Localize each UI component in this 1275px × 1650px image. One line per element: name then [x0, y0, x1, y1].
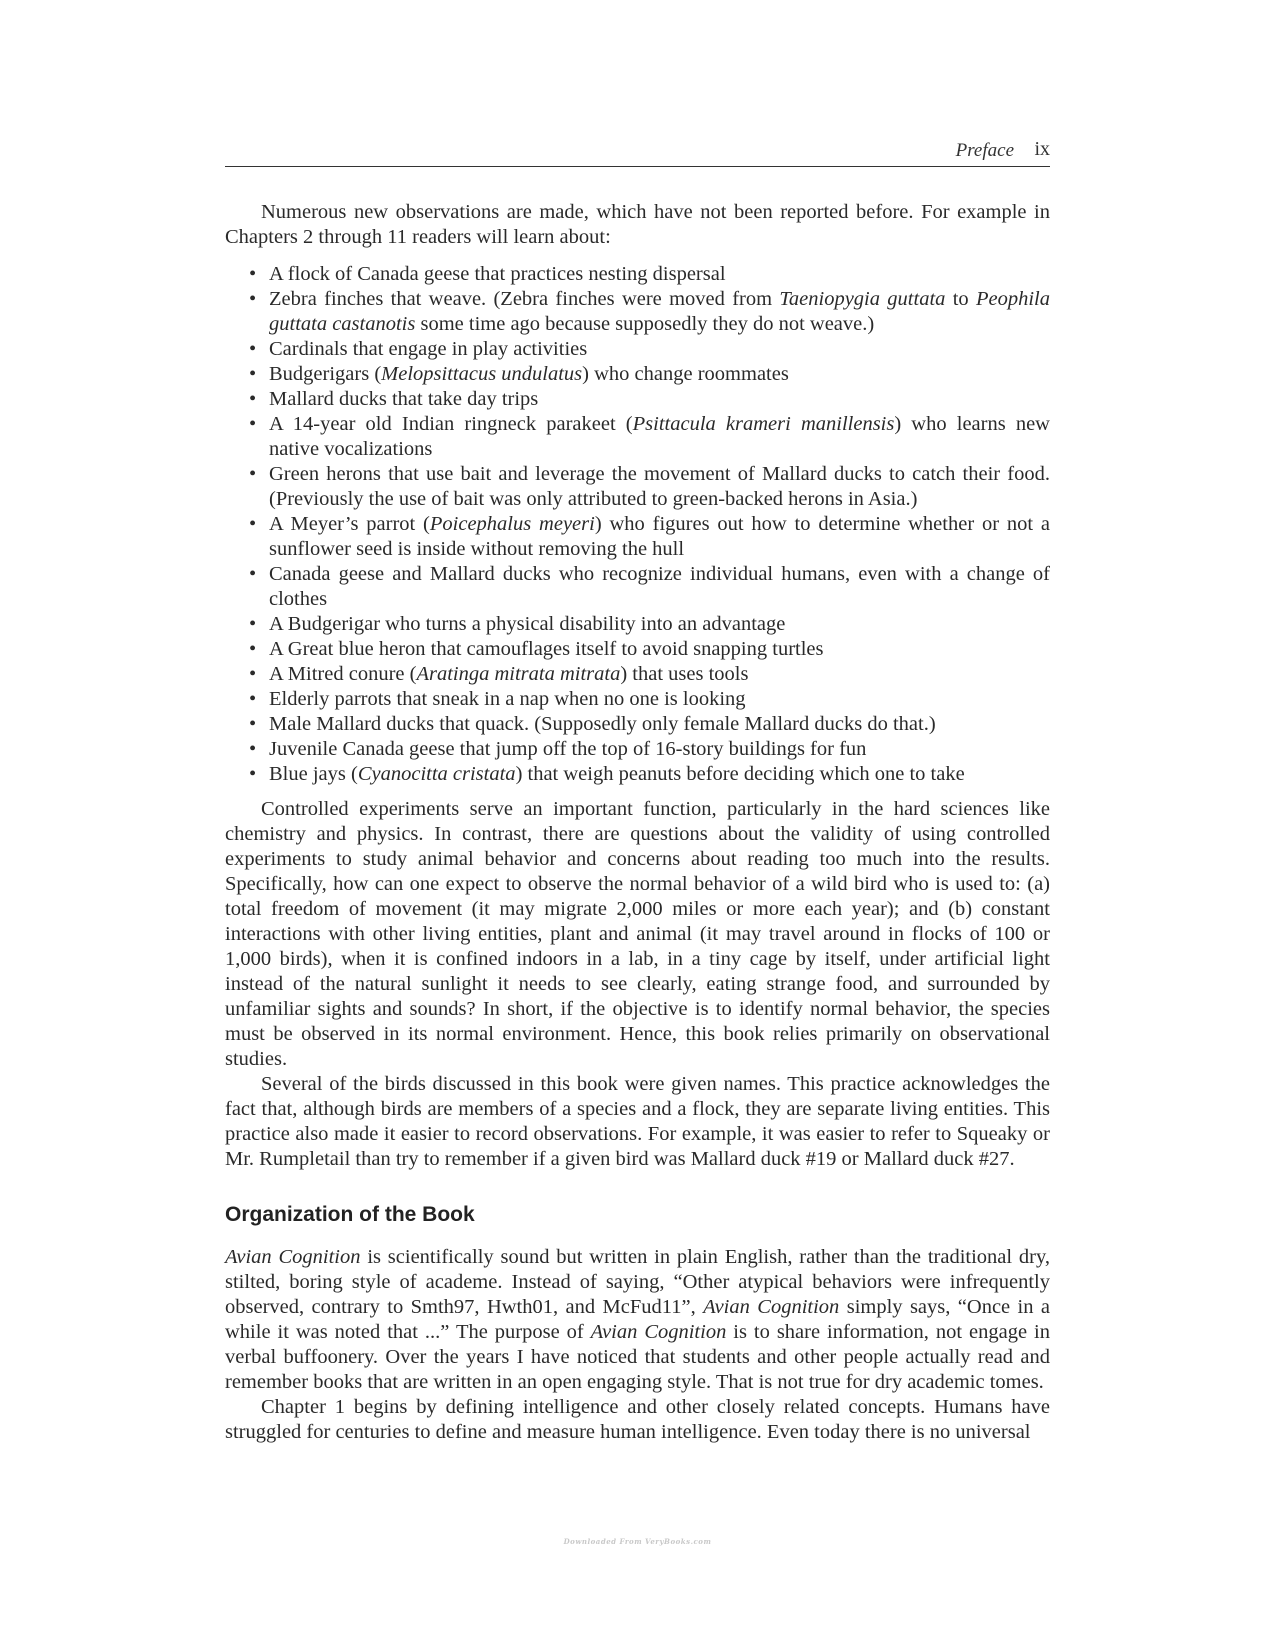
text-run: Elderly parrots that sneak in a nap when no one is looking — [269, 688, 746, 710]
italic-text: Cyanocitta cristata — [357, 763, 516, 785]
italic-text: Aratinga mitrata mitrata — [416, 663, 621, 685]
text-run: A Mitred conure ( — [269, 663, 417, 685]
text-run: to — [945, 288, 976, 310]
text-run: Canada geese and Mallard ducks who recognize individual humans, even with a change of clothes — [269, 563, 1050, 610]
text-run: Juvenile Canada geese that jump off the top of 16-story buildings for fun — [269, 738, 867, 760]
download-watermark: Downloaded From VeryBooks.com — [563, 1537, 712, 1546]
text-run: ) that weigh peanuts before deciding which one to take — [515, 763, 965, 785]
italic-text: Poicephalus meyeri — [429, 513, 595, 535]
controlled-experiments-paragraph: Controlled experiments serve an important function, particularly in the hard sciences like chemistry and physics. In contrast, there are questions about the validity of using controlled experiments to study animal behavior and concerns about reading too much into the results. Specifically, how can one expect to observe the normal behavior of a wild bird who is used to: (a) total freedom of movement (it may migrate 2,000 miles or more each year); and (b) constant interactions with other living entities, plant and animal (it may travel around in flocks of 100 or 1,000 birds), when it is confined indoors in a lab, in a tiny cage by itself, under artificial light instead of the natural sunlight it needs to see clearly, eating strange food, and surrounded by unfamiliar sights and sounds? In short, if the objective is to identify normal behavior, the species must be observed in its normal environment. Hence, this book relies primarily on observational studies. — [225, 798, 1050, 1070]
text-run: A flock of Canada geese that practices nesting dispersal — [269, 263, 726, 285]
text-run: Male Mallard ducks that quack. (Supposedly only female Mallard ducks do that.) — [269, 713, 936, 735]
text-run: Cardinals that engage in play activities — [269, 338, 588, 360]
italic-text: Peophila guttata castanotis — [269, 288, 1050, 335]
list-item — [269, 637, 1050, 662]
text-run: Mallard ducks that take day trips — [269, 388, 539, 410]
text-run: Zebra finches that weave. (Zebra finches were moved from — [269, 288, 780, 310]
list-item — [269, 262, 1050, 287]
text-run: ) who figures out how to determine whether or not a sunflower seed is inside without removing the hull — [269, 513, 1051, 560]
list-item — [269, 612, 1050, 637]
text-run: A 14-year old Indian ringneck parakeet ( — [269, 413, 633, 435]
observations-list — [225, 262, 1050, 787]
bird-names-paragraph: Several of the birds discussed in this book were given names. This practice acknowledges the fact that, although birds are members of a species and a flock, they are separate living entities. This practice also made it easier to record observations. For example, it was easier to refer to Squeaky or Mr. Rumpletail than try to remember if a given bird was Mallard duck #19 or Mallard duck #27. — [225, 1073, 1050, 1170]
list-item — [269, 737, 1050, 762]
italic-text: Avian Cognition — [590, 1321, 727, 1343]
list-item — [269, 287, 1050, 337]
text-run: simply says, “Once in a while it was noted that ...” The purpose of — [225, 1296, 1051, 1343]
text-run: ) that uses tools — [620, 663, 749, 685]
text-run: ) who change roommates — [582, 363, 789, 385]
text-run: ) who learns new native vocalizations — [269, 413, 1050, 460]
italic-text: Avian Cognition — [225, 1246, 361, 1268]
list-item — [269, 762, 1050, 787]
page-number: ix — [1034, 138, 1050, 160]
italic-text: Avian Cognition — [703, 1296, 840, 1318]
text-run: some time ago because supposedly they do not weave.) — [415, 313, 875, 335]
header-section-title: Preface — [955, 140, 1014, 161]
text-run: Green herons that use bait and leverage the movement of Mallard ducks to catch their food. (Previously the use of bait was only attributed to green-backed herons in Asia.) — [269, 463, 1050, 510]
list-item — [269, 387, 1050, 412]
text-run: A Meyer’s parrot ( — [269, 513, 430, 535]
intro-paragraph: Numerous new observations are made, which have not been reported before. For example in Chapters 2 through 11 readers will learn about: — [225, 201, 1050, 248]
text-run: A Budgerigar who turns a physical disability into an advantage — [269, 613, 786, 635]
italic-text: Psittacula krameri manillensis — [632, 413, 895, 435]
running-header — [225, 138, 1050, 167]
text-run: is scientifically sound but written in plain English, rather than the traditional dry, stilted, boring style of academe. Instead of saying, “Other atypical behaviors were infrequently observed, contrary to Smth97, Hwth01, and McFud11”, — [225, 1246, 1051, 1318]
writing-style-paragraph — [225, 1245, 1050, 1395]
italic-text: Melopsittacus undulatus — [381, 363, 583, 385]
list-item — [269, 687, 1050, 712]
list-item — [269, 462, 1050, 512]
list-item — [269, 562, 1050, 612]
body-text — [225, 200, 1050, 1445]
list-item — [269, 412, 1050, 462]
list-item — [269, 337, 1050, 362]
list-item — [269, 712, 1050, 737]
list-item — [269, 512, 1050, 562]
section-heading: Organization of the Book — [225, 1203, 475, 1226]
text-run: is to share information, not engage in verbal buffoonery. Over the years I have noticed that students and other people actually read and remember books that are written in an open engaging style. That is not true for dry academic tomes. — [225, 1321, 1050, 1393]
text-run: A Great blue heron that camouflages itself to avoid snapping turtles — [269, 638, 824, 660]
list-item — [269, 662, 1050, 687]
text-run: Budgerigars ( — [269, 363, 382, 385]
list-item — [269, 362, 1050, 387]
italic-text: Taeniopygia guttata — [779, 288, 946, 310]
text-run: Blue jays ( — [269, 763, 358, 785]
chapter-one-paragraph: Chapter 1 begins by defining intelligence and other closely related concepts. Humans have struggled for centuries to define and measure human intelligence. Even today there is no universal — [225, 1396, 1050, 1443]
